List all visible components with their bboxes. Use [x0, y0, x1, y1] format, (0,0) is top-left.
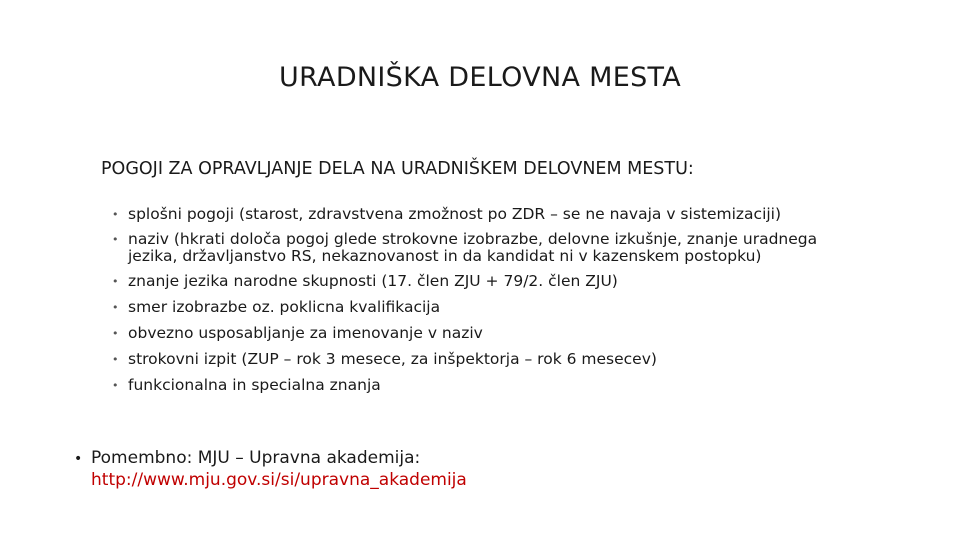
list-item	[110, 272, 850, 291]
list-item-text: splošni pogoji (starost, zdravstvena zmožnost po ZDR – se ne navaja v sistemizaciji)	[128, 205, 782, 223]
bullet-icon: •	[112, 208, 119, 221]
list-item-text: smer izobrazbe oz. poklicna kvalifikacija	[128, 298, 441, 316]
bullet-icon: •	[74, 451, 83, 467]
list-item	[110, 231, 850, 265]
bullet-icon: •	[112, 327, 119, 340]
list-item-text: obvezno usposabljanje za imenovanje v naziv	[128, 324, 483, 342]
list-item-text: funkcionalna in specialna znanja	[128, 376, 381, 394]
list-item-text: znanje jezika narodne skupnosti (17. člen ZJU + 79/2. člen ZJU)	[128, 272, 618, 290]
list-item	[110, 205, 850, 224]
bullet-icon: •	[112, 379, 119, 392]
upravna-akademija-link[interactable]: http://www.mju.gov.si/si/upravna_akademija	[91, 470, 467, 490]
bullet-icon: •	[112, 233, 119, 246]
conditions-list	[110, 205, 850, 402]
bullet-icon: •	[112, 275, 119, 288]
bullet-icon: •	[112, 301, 119, 314]
list-item-text: naziv (hkrati določa pogoj glede strokovne izobrazbe, delovne izkušnje, znanje uradnega jezika, državljanstvo RS, nekaznovanost in da kandidat ni v kazenskem postopku)	[128, 230, 818, 265]
section-heading: POGOJI ZA OPRAVLJANJE DELA NA URADNIŠKEM DELOVNEM MESTU:	[101, 159, 694, 179]
note-label: Pomembno: MJU – Upravna akademija:	[91, 448, 421, 468]
list-item-text: strokovni izpit (ZUP – rok 3 mesece, za inšpektorja – rok 6 mesecev)	[128, 350, 657, 368]
list-item	[110, 298, 850, 317]
list-item	[110, 324, 850, 343]
slide-title: URADNIŠKA DELOVNA MESTA	[279, 62, 681, 93]
list-item	[110, 376, 850, 395]
bullet-icon: •	[112, 353, 119, 366]
list-item	[110, 350, 850, 369]
important-note	[74, 448, 467, 491]
